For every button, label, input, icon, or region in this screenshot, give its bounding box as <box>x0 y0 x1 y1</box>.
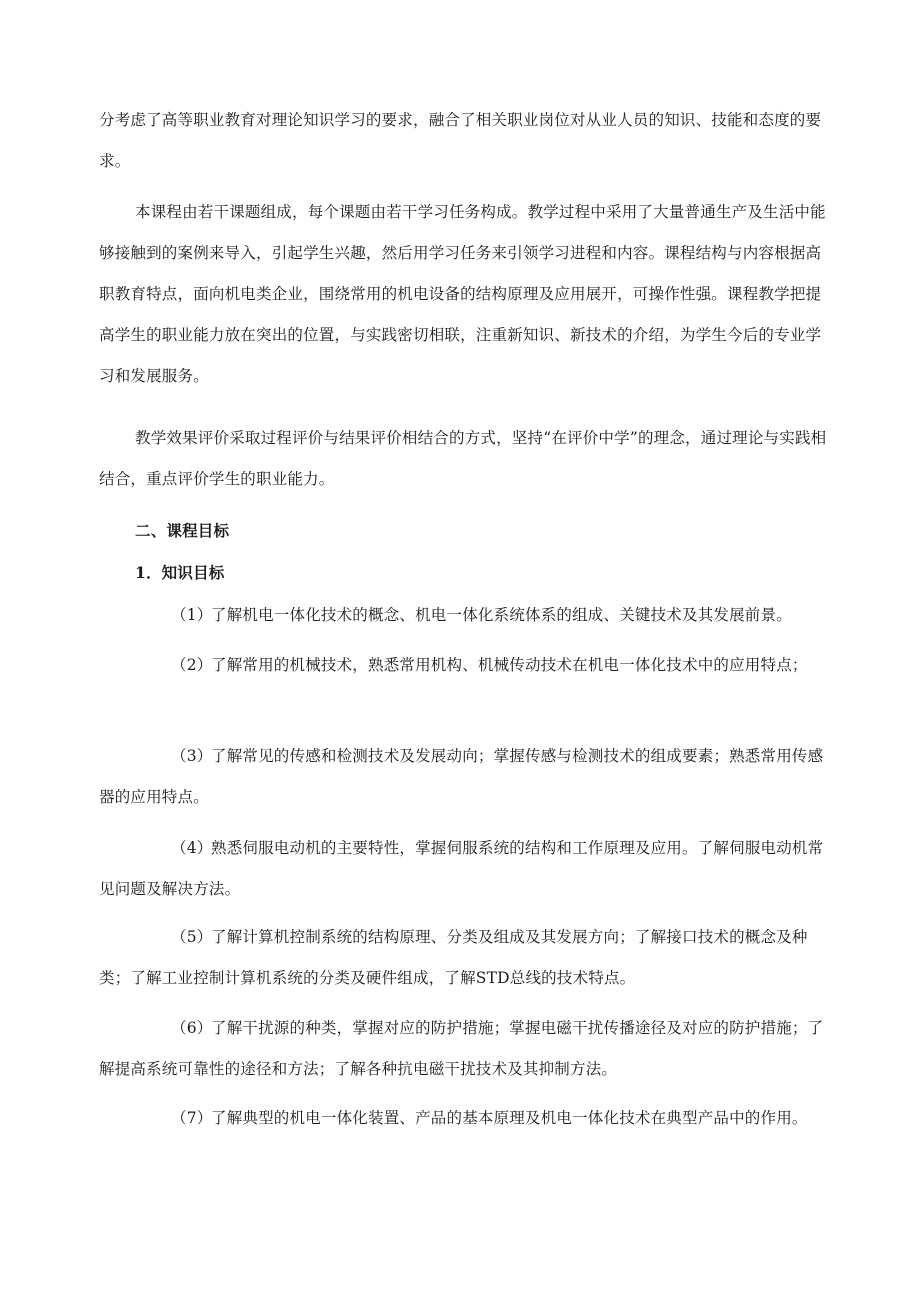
objective-item <box>99 917 831 999</box>
objective-number: （6） <box>171 1019 213 1037</box>
subsection-heading: 1．知识目标 <box>135 563 225 582</box>
objective-number: （3） <box>171 747 213 765</box>
objective-item <box>99 736 831 818</box>
objective-text: 了解机电一体化技术的概念、机电一体化系统体系的组成、关键技术及其发展前景。 <box>211 606 792 624</box>
objective-item <box>99 828 831 910</box>
objective-text: 了解常用的机械技术，熟悉常用机构、机械传动技术在机电一体化技术中的应用特点； <box>211 656 808 674</box>
objective-text: 熟悉伺服电动机的主要特性，掌握伺服系统的结构和工作原理及应用。了解伺服电动机常见问题及解决方法。 <box>99 839 824 898</box>
objective-item <box>99 1098 831 1139</box>
paragraph-course-structure: 本课程由若干课题组成，每个课题由若干学习任务构成。教学过程中采用了大量普通生产及生活中能够接触到的案例来导入，引起学生兴趣，然后用学习任务来引领学习进程和内容。课程结构与内容根据高职教育特点，面向机电类企业，围绕常用的机电设备的结构原理及应用展开，可操作性强。课程教学把提高学生的职业能力放在突出的位置，与实践密切相联，注重新知识、新技术的介绍，为学生今后的专业学习和发展服务。 <box>99 203 826 385</box>
objective-item <box>99 595 831 636</box>
section-heading: 二、课程目标 <box>135 521 230 540</box>
objective-item <box>99 1008 831 1090</box>
objective-text: 了解典型的机电一体化装置、产品的基本原理及机电一体化技术在典型产品中的作用。 <box>211 1109 808 1127</box>
objective-number: （5） <box>171 928 213 946</box>
objective-text: 了解常见的传感和检测技术及发展动向；掌握传感与检测技术的组成要素；熟悉常用传感器的应用特点。 <box>99 747 824 806</box>
objective-number: （7） <box>171 1109 213 1127</box>
objective-number: （2） <box>171 656 213 674</box>
objective-text: 了解计算机控制系统的结构原理、分类及组成及其发展方向；了解接口技术的概念及种类；了解工业控制计算机系统的分类及硬件组成，了解STD总线的技术特点。 <box>99 928 808 987</box>
objective-number: （1） <box>171 606 213 624</box>
objective-number: （4） <box>171 839 213 857</box>
paragraph-evaluation: 教学效果评价采取过程评价与结果评价相结合的方式，坚持“在评价中学”的理念，通过理论与实践相结合，重点评价学生的职业能力。 <box>99 429 827 488</box>
objective-item <box>99 645 831 686</box>
objective-text: 了解干扰源的种类，掌握对应的防护措施；掌握电磁干扰传播途径及对应的防护措施；了解提高系统可靠性的途径和方法；了解各种抗电磁干扰技术及其抑制方法。 <box>99 1019 824 1078</box>
paragraph-continuation: 分考虑了高等职业教育对理论知识学习的要求，融合了相关职业岗位对从业人员的知识、技能和态度的要求。 <box>99 111 822 170</box>
